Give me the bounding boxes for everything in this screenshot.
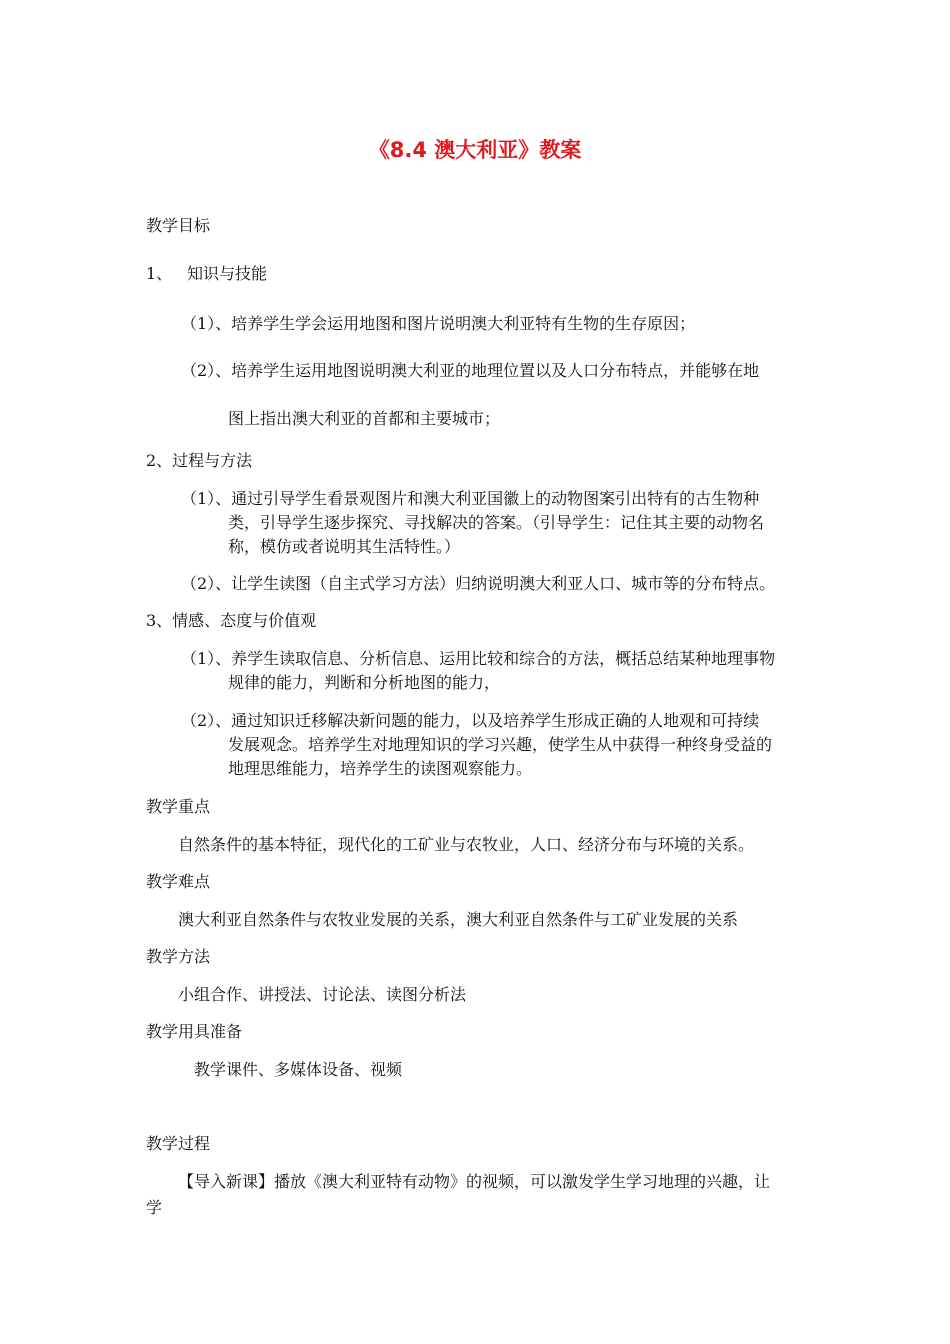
methods-text: 小组合作、讲授法、讨论法、读图分析法 bbox=[178, 985, 467, 1004]
section-2-item-1-line-1: （1）、通过引导学生看景观图片和澳大利亚国徽上的动物图案引出特有的古生物种 bbox=[181, 489, 760, 508]
section-1-item-2-line-1: （2）、培养学生运用地图说明澳大利亚的地理位置以及人口分布特点，并能够在地 bbox=[181, 361, 760, 380]
objectives-heading: 教学目标 bbox=[146, 216, 211, 235]
section-3-item-2-line-3: 地理思维能力，培养学生的读图观察能力。 bbox=[228, 759, 533, 778]
section-3-item-2-line-2: 发展观念。培养学生对地理知识的学习兴趣，使学生从中获得一种终身受益的 bbox=[228, 735, 773, 754]
difficulties-text: 澳大利亚自然条件与农牧业发展的关系，澳大利亚自然条件与工矿业发展的关系 bbox=[178, 910, 739, 929]
methods-heading: 教学方法 bbox=[146, 947, 211, 966]
difficulties-heading: 教学难点 bbox=[146, 872, 211, 891]
key-points-text: 自然条件的基本特征，现代化的工矿业与农牧业，人口、经济分布与环境的关系。 bbox=[178, 835, 755, 854]
section-1-item-2-line-2: 图上指出澳大利亚的首都和主要城市； bbox=[228, 409, 501, 428]
section-3-item-1-line-2: 规律的能力，判断和分析地图的能力， bbox=[228, 673, 501, 692]
section-1-number: 1、 bbox=[146, 264, 173, 283]
document-title: 《8.4 澳大利亚》教案 bbox=[368, 138, 582, 162]
section-3-item-1-line-1: （1）、养学生读取信息、分析信息、运用比较和综合的方法，概括总结某种地理事物 bbox=[181, 649, 776, 668]
process-heading: 教学过程 bbox=[146, 1134, 211, 1153]
section-1-heading: 知识与技能 bbox=[187, 264, 268, 283]
section-2-heading: 2、过程与方法 bbox=[146, 451, 253, 470]
section-1-item-1: （1）、培养学生学会运用地图和图片说明澳大利亚特有生物的生存原因； bbox=[181, 314, 696, 333]
section-2-item-1-line-2: 类，引导学生逐步探究、寻找解决的答案。（引导学生：记住其主要的动物名 bbox=[228, 513, 765, 532]
process-line-2: 学 bbox=[146, 1198, 163, 1217]
section-3-heading: 3、情感、态度与价值观 bbox=[146, 611, 317, 630]
section-2-item-1-line-3: 称，模仿或者说明其生活特性。） bbox=[228, 537, 461, 556]
tools-heading: 教学用具准备 bbox=[146, 1022, 243, 1041]
process-line-1: 【导入新课】播放《澳大利亚特有动物》的视频，可以激发学生学习地理的兴趣，让 bbox=[178, 1172, 771, 1191]
section-2-item-2: （2）、让学生读图（自主式学习方法）归纳说明澳大利亚人口、城市等的分布特点。 bbox=[181, 574, 776, 593]
section-3-item-2-line-1: （2）、通过知识迁移解决新问题的能力，以及培养学生形成正确的人地观和可持续 bbox=[181, 711, 760, 730]
tools-text: 教学课件、多媒体设备、视频 bbox=[194, 1060, 403, 1079]
key-points-heading: 教学重点 bbox=[146, 797, 211, 816]
